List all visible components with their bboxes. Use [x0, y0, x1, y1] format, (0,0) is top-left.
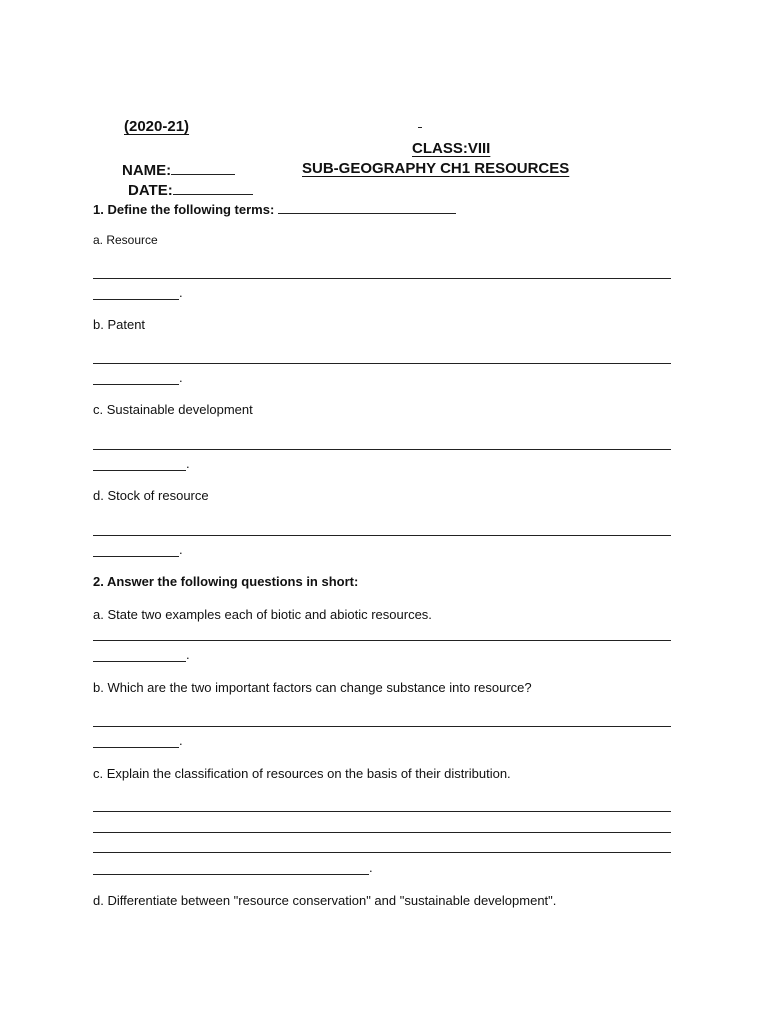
date-field [128, 180, 253, 199]
section1-heading-blank [278, 201, 456, 214]
answer-line[interactable] [93, 852, 671, 853]
answer-line[interactable] [93, 832, 671, 833]
question-factors-substance: b. Which are the two important factors can change substance into resource? [93, 680, 532, 695]
term-resource: a. Resource [93, 233, 158, 247]
answer-line-end[interactable]: . [93, 734, 183, 748]
answer-line-end[interactable]: . [93, 286, 183, 300]
name-blank[interactable] [171, 160, 235, 175]
name-field [122, 160, 235, 179]
term-patent: b. Patent [93, 317, 146, 332]
question-classification: c. Explain the classification of resources on the basis of their distribution. [93, 766, 511, 781]
answer-line[interactable] [93, 363, 671, 364]
year-heading: (2020-21) [124, 118, 190, 135]
date-label: DATE: [128, 182, 173, 199]
section2-heading: 2. Answer the following questions in short: [93, 574, 359, 589]
answer-line-end[interactable]: . [93, 457, 190, 471]
term-stock-of-resource: d. Stock of resource [93, 488, 209, 503]
answer-line-end[interactable]: . [93, 543, 183, 557]
section1-heading: 1. Define the following terms: [93, 201, 456, 217]
question-differentiate: d. Differentiate between "resource conservation" and "sustainable development". [93, 893, 557, 908]
answer-line[interactable] [93, 726, 671, 727]
answer-line-end[interactable]: . [93, 371, 183, 385]
name-label: NAME: [122, 162, 172, 179]
answer-line[interactable] [93, 535, 671, 536]
answer-line[interactable] [93, 811, 671, 812]
date-blank[interactable] [173, 180, 253, 195]
subject-title: SUB-GEOGRAPHY CH1 RESOURCES [302, 160, 570, 177]
answer-line[interactable] [93, 278, 671, 279]
question-biotic-abiotic: a. State two examples each of biotic and abiotic resources. [93, 607, 432, 622]
answer-line-end[interactable]: . [93, 648, 190, 662]
class-label: CLASS:VIII [412, 140, 491, 157]
answer-line[interactable] [93, 640, 671, 641]
answer-line-end[interactable]: . [93, 861, 373, 875]
answer-line[interactable] [93, 449, 671, 450]
stray-underline-mark [418, 127, 422, 128]
term-sustainable-development: c. Sustainable development [93, 402, 253, 417]
